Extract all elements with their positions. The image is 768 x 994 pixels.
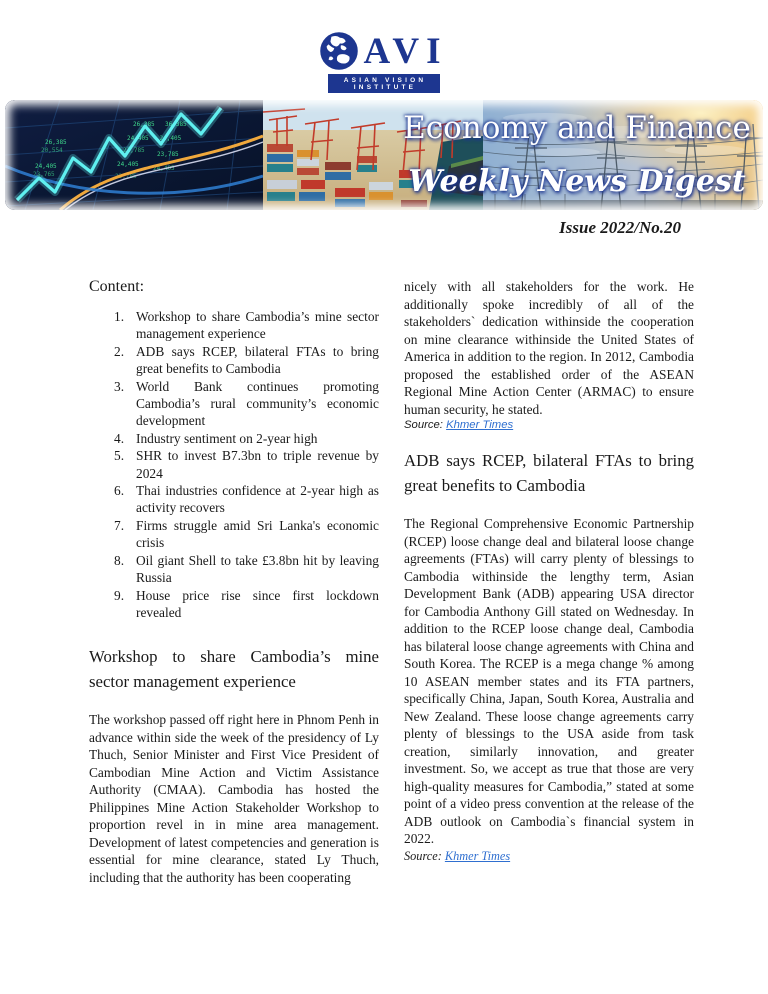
svg-text:24,405: 24,405: [153, 165, 175, 172]
banner-image: [5, 100, 763, 210]
right-column: [404, 278, 694, 886]
svg-text:24,405: 24,405: [117, 161, 139, 168]
article1-source-link[interactable]: Khmer Times: [446, 419, 514, 431]
svg-text:24,405: 24,405: [35, 163, 57, 170]
article2-body: The Regional Comprehensive Economic Partnership (RCEP) loose change deal and bilateral loose change agreements (FTAs) will carry plenty of blessings to Cambodia withinside the lengthy term, Asian Development Bank (ADB) appearing USA director for Cambodia Anthony Gill stated on Wednesday. In addition to the RCEP loose change deal, Cambodia has bilateral loose change agreements with China and South Korea. The RCEP is a mega change % among 10 ASEAN member states and its FTA partners, specifically China, Japan, South Korea, Australia and New Zealand. These loose change agreements carry plenty of blessings to the USA aside from task creation, similarly innovation, and greater investment. So, we accept as true that those are very high-quality measures for Cambodia,” stated at some point of a video press convention at the release of the ADB outlook on Cambodia`s financial system in 2022.: [404, 516, 694, 846]
toc-item-5: SHR to invest B7.3bn to triple revenue by 2024: [136, 448, 379, 481]
banner-subtitle: Weekly News Digest: [408, 164, 746, 199]
toc-item-1: Workshop to share Cambodia’s mine sector management experience: [136, 309, 379, 342]
toc-item-3: World Bank continues promoting Cambodia’s rural community’s economic development: [136, 378, 379, 429]
left-column: [89, 278, 379, 886]
logo-tagline: ASIAN VISION INSTITUTE: [328, 74, 440, 93]
article1-source-line: [404, 419, 694, 431]
svg-text:23,785: 23,785: [115, 173, 137, 180]
svg-text:20,554: 20,554: [41, 147, 63, 154]
svg-text:24,405 · 24,405: 24,405 · 24,405: [127, 135, 182, 142]
svg-text:23,765: 23,765: [33, 171, 55, 178]
toc-item-4: Industry sentiment on 2-year high: [136, 430, 318, 446]
svg-text:26,385: 26,385: [45, 139, 67, 146]
issue-number: Issue 2022/No.20: [559, 218, 681, 237]
toc-heading: Content:: [89, 278, 145, 295]
svg-text:36,385: 36,385: [165, 121, 187, 128]
article2-source-link[interactable]: Khmer Times: [444, 848, 511, 863]
toc-item-6: Thai industries confidence at 2-year high as activity recovers: [136, 483, 379, 516]
article1-body-part2: nicely with all stakeholders for the work. He additionally spoke incredibly of all of the stakeholders` dedication withinside the cooperation on mine clearance withinside the United States of America in addition to the region. In 2012, Cambodia proposed the established order of the ASEAN Regional Mine Action Center (ARMAC) to ensure human security, he stated.: [404, 279, 694, 417]
article2-heading: ADB says RCEP, bilateral FTAs to bring great benefits to Cambodia: [404, 451, 694, 495]
table-of-contents: [89, 308, 379, 621]
logo-acronym: AVI: [363, 30, 448, 72]
banner-title: Economy and Finance: [403, 110, 751, 146]
content-area: [0, 278, 768, 886]
svg-text:26,385: 26,385: [133, 121, 155, 128]
svg-text:21,785: 21,785: [123, 147, 145, 154]
toc-item-9: House price rise since first lockdown revealed: [136, 587, 379, 620]
toc-item-7: Firms struggle amid Sri Lanka's economic crisis: [136, 517, 379, 551]
article1-heading: Workshop to share Cambodia’s mine sector management experience: [89, 647, 379, 692]
article2-source-line: [404, 849, 694, 864]
svg-text:23,785: 23,785: [157, 151, 179, 158]
toc-item-2: ADB says RCEP, bilateral FTAs to bring great benefits to Cambodia: [136, 343, 379, 377]
article1-body-part1: The workshop passed off right here in Phnom Penh in advance within side the week of the presidency of Ly Thuch, Senior Minister and First Vice President of Cambodian Mine Action and Victim Assistance Authority (CMAA). Cambodia has hosted the Philippines Mine Action Stakeholder Workshop to proportion revel in in mine area management. Development of latest competencies and generation is essential for mine clearance, stated Ly Thuch, including that the authority has been cooperating: [89, 712, 379, 885]
header-logo: [0, 30, 768, 93]
article2-source-label: Source:: [404, 848, 442, 863]
globe-icon: [320, 32, 358, 70]
toc-item-8: Oil giant Shell to take £3.8bn hit by leaving Russia: [136, 552, 379, 586]
article1-source-label: Source:: [404, 419, 443, 431]
